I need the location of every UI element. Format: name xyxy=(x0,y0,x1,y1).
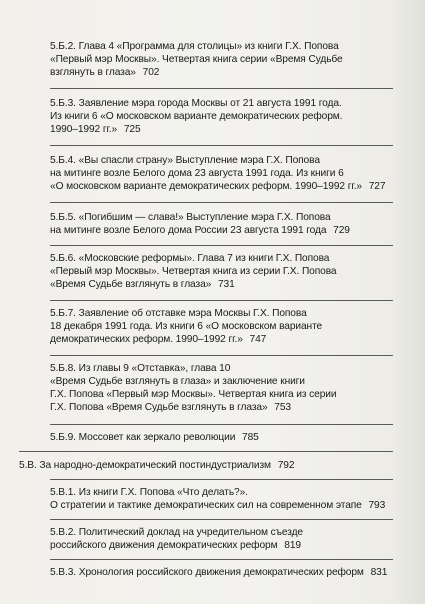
toc-entry-last-line xyxy=(50,431,393,444)
toc-entry-line: «Время Судьбе взглянуть в глаза» и заключение книги xyxy=(50,376,305,387)
toc-entry-line: 5.В.3. Хронология российского движения демократических реформ xyxy=(50,567,364,578)
toc-entry-last-line xyxy=(50,401,393,414)
toc-entry-line: 5.Б.9. Моссовет как зеркало революции xyxy=(50,432,236,443)
toc-page-number: 725 xyxy=(123,124,141,135)
toc-entry xyxy=(50,486,393,512)
separator-line xyxy=(50,424,393,425)
toc-entry-last-line xyxy=(50,180,393,193)
toc-page-number: 731 xyxy=(217,279,235,290)
page-edge-shadow xyxy=(391,0,425,604)
toc-page-number: 753 xyxy=(274,402,291,413)
toc-entry-line: 5.Б.6. «Московские реформы». Глава 7 из книги Г.Х. Попова xyxy=(50,253,330,264)
toc-page-number: 793 xyxy=(368,500,386,511)
separator-line xyxy=(50,519,393,520)
toc-entry-line: «Время Судьбе взглянуть в глаза» xyxy=(50,279,212,290)
toc-entry-line: 5.В.2. Политический доклад на учредительном съезде xyxy=(50,527,303,538)
toc-entry-line: взглянуть в глаза» xyxy=(50,67,136,78)
separator-line xyxy=(50,479,393,480)
toc-entry-last-line xyxy=(50,333,393,346)
toc-page-number: 785 xyxy=(242,432,259,443)
toc-entry-last-line xyxy=(50,224,393,237)
separator-line xyxy=(50,245,393,246)
separator-line xyxy=(50,559,393,560)
toc-entry-last-line xyxy=(50,278,393,291)
toc-section-entry xyxy=(19,459,393,472)
toc-entry-line: «Первый мэр Москвы». Четвертая книга из серии Г.Х. Попова xyxy=(50,266,337,277)
toc-entry xyxy=(50,154,393,193)
toc-entry-last-line xyxy=(50,566,393,579)
toc-entry-line: 18 декабря 1991 года. Из книги 6 «О московском варианте xyxy=(50,321,323,332)
toc-entry-line: 5.Б.2. Глава 4 «Программа для столицы» из книги Г.Х. Попова xyxy=(50,41,339,52)
toc-entry-line: 5.В.1. Из книги Г.Х. Попова «Что делать?». xyxy=(50,487,248,498)
toc-entry xyxy=(50,252,393,291)
toc-page-number: 792 xyxy=(277,460,295,471)
toc-entry-line: О стратегии и тактике демократических сил на современном этапе xyxy=(50,500,362,511)
toc-entry-line: на митинге возле Белого дома 23 августа 1991 года. Из книги 6 xyxy=(50,168,344,179)
toc-entry-last-line xyxy=(19,459,393,472)
toc-entry-last-line xyxy=(50,499,393,512)
toc-entry-line: 5.Б.5. «Погибшим — слава!» Выступление мэра Г.Х. Попова xyxy=(50,212,331,223)
toc-entry-last-line xyxy=(50,66,393,79)
toc-entry-line: Г.Х. Попова «Время Судьбе взглянуть в глаза» xyxy=(50,402,268,413)
toc-page-number: 747 xyxy=(249,334,267,345)
toc-entry xyxy=(50,211,393,237)
toc-entry-line: «О московском варианте демократических реформ. 1990–1992 гг.» xyxy=(50,181,362,192)
toc-page-number: 702 xyxy=(142,67,160,78)
toc-entry-line: 5.Б.7. Заявление об отставке мэра Москвы Г.Х. Попова xyxy=(50,308,307,319)
toc-entry-line: 5.Б.4. «Вы спасли страну» Выступление мэра Г.Х. Попова xyxy=(50,155,320,166)
toc-entry xyxy=(50,97,393,136)
separator-line xyxy=(50,300,393,301)
toc-entry xyxy=(50,40,393,79)
toc-page-number: 727 xyxy=(368,181,386,192)
toc-entry xyxy=(50,566,393,579)
separator-line xyxy=(50,88,393,89)
toc-page-number: 831 xyxy=(370,567,388,578)
toc-page-number: 819 xyxy=(284,540,301,551)
toc-entry xyxy=(50,362,393,414)
toc-entry-line: Из книги 6 «О московском варианте демократических реформ. xyxy=(50,111,343,122)
toc-entry-line: демократических реформ. 1990–1992 гг.» xyxy=(50,334,243,345)
separator-line xyxy=(50,355,393,356)
separator-line xyxy=(19,451,393,452)
toc-entry xyxy=(50,431,393,444)
toc-entry-last-line xyxy=(50,123,393,136)
toc-entry-line: 5.Б.3. Заявление мэра города Москвы от 21 августа 1991 года. xyxy=(50,98,342,109)
toc-entry-line: 1990–1992 гг.» xyxy=(50,124,118,135)
toc-entry-line: 5.Б.8. Из главы 9 «Отставка», глава 10 xyxy=(50,363,231,374)
toc-entry-line: российского движения демократических реформ xyxy=(50,540,278,551)
toc-entry-last-line xyxy=(50,539,393,552)
toc-entry-line: «Первый мэр Москвы». Четвертая книга серии «Время Судьбе xyxy=(50,54,343,65)
toc-entry-line: на митинге возле Белого дома России 23 августа 1991 года xyxy=(50,225,327,236)
separator-line xyxy=(50,145,393,146)
toc-page-number: 729 xyxy=(333,225,350,236)
toc-entry-line: Г.Х. Попова «Первый мэр Москвы». Четвертая книга из серии xyxy=(50,389,337,400)
toc-entry-line: 5.В. За народно-демократический постиндустриализм xyxy=(19,460,271,471)
separator-line xyxy=(50,202,393,203)
toc-entry xyxy=(50,307,393,346)
toc-entry xyxy=(50,526,393,552)
